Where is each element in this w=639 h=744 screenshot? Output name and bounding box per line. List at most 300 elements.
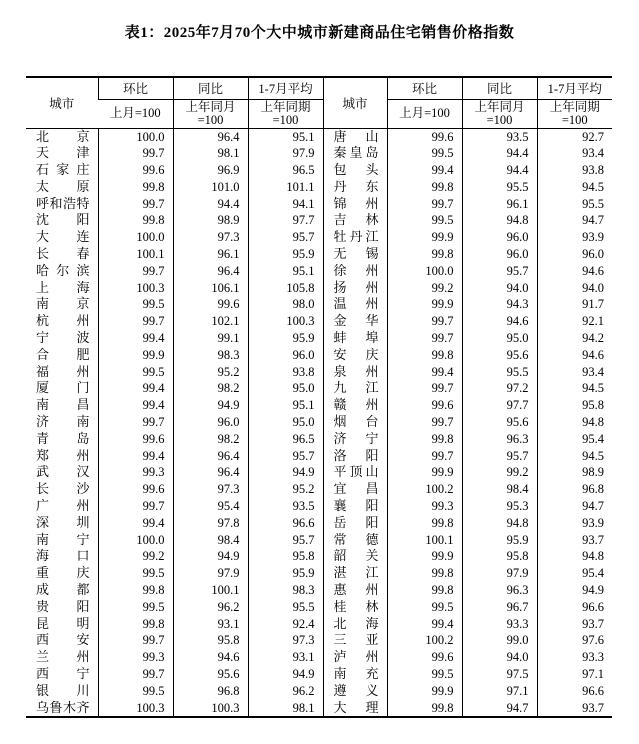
avg-value: 95.8 <box>248 548 323 565</box>
mom-value: 99.8 <box>387 565 462 582</box>
city-cell <box>26 196 98 213</box>
avg-value: 96.5 <box>248 431 323 448</box>
table-row <box>26 196 612 213</box>
mom-value: 99.5 <box>387 666 462 683</box>
city-name: 九 江 <box>333 380 379 396</box>
yoy-value: 102.1 <box>173 313 248 330</box>
city-cell <box>26 229 98 246</box>
avg-value: 94.5 <box>537 448 612 465</box>
yoy-value: 95.4 <box>173 498 248 515</box>
city-name: 石 家 庄 <box>36 162 90 178</box>
mom-value: 99.7 <box>98 666 173 683</box>
avg-value: 96.0 <box>248 347 323 364</box>
avg-value: 94.0 <box>537 280 612 297</box>
yoy-value: 95.6 <box>462 414 537 431</box>
mom-value: 99.2 <box>387 280 462 297</box>
yoy-value: 96.0 <box>462 246 537 263</box>
mom-value: 99.4 <box>387 364 462 381</box>
yoy-value: 100.3 <box>173 700 248 718</box>
mom-value: 99.5 <box>98 364 173 381</box>
mom-value: 99.4 <box>387 616 462 633</box>
city-cell <box>323 649 387 666</box>
mom-value: 99.7 <box>98 498 173 515</box>
city-name: 大 连 <box>36 229 90 245</box>
mom-value: 99.7 <box>387 380 462 397</box>
city-name: 徐 州 <box>333 262 379 278</box>
header-yoy-base-line1: 上年同月 <box>185 99 236 114</box>
yoy-value: 93.1 <box>173 616 248 633</box>
city-name: 深 圳 <box>36 514 90 530</box>
city-cell <box>26 347 98 364</box>
table-row <box>26 565 612 582</box>
avg-value: 93.7 <box>537 700 612 718</box>
mom-value: 99.6 <box>98 162 173 179</box>
avg-value: 93.9 <box>537 229 612 246</box>
yoy-value: 99.0 <box>462 632 537 649</box>
table-row <box>26 632 612 649</box>
yoy-value: 97.7 <box>462 397 537 414</box>
yoy-value: 99.6 <box>173 296 248 313</box>
city-cell <box>323 330 387 347</box>
avg-value: 95.9 <box>248 246 323 263</box>
city-cell <box>323 128 387 145</box>
mom-value: 99.5 <box>387 599 462 616</box>
city-name: 长 春 <box>36 246 90 262</box>
mom-value: 99.8 <box>387 347 462 364</box>
table-row <box>26 347 612 364</box>
city-name: 西 安 <box>36 632 90 648</box>
city-cell <box>323 599 387 616</box>
city-cell <box>26 179 98 196</box>
yoy-value: 96.3 <box>462 582 537 599</box>
city-cell <box>323 481 387 498</box>
yoy-value: 97.2 <box>462 380 537 397</box>
city-cell <box>323 229 387 246</box>
avg-value: 95.4 <box>537 431 612 448</box>
avg-value: 93.9 <box>537 515 612 532</box>
city-name: 南 京 <box>36 296 90 312</box>
header-yoy-base-right <box>462 99 537 128</box>
table-row <box>26 229 612 246</box>
yoy-value: 93.5 <box>462 128 537 145</box>
table-row <box>26 481 612 498</box>
yoy-value: 96.2 <box>173 599 248 616</box>
yoy-value: 96.1 <box>462 196 537 213</box>
mom-value: 99.8 <box>98 179 173 196</box>
city-cell <box>26 246 98 263</box>
mom-value: 100.3 <box>98 280 173 297</box>
yoy-value: 94.6 <box>173 649 248 666</box>
city-cell <box>323 145 387 162</box>
yoy-value: 96.7 <box>462 599 537 616</box>
avg-value: 94.9 <box>537 582 612 599</box>
city-name: 昆 明 <box>36 615 90 631</box>
mom-value: 99.3 <box>98 464 173 481</box>
avg-value: 95.7 <box>248 532 323 549</box>
city-cell <box>26 313 98 330</box>
table-row <box>26 599 612 616</box>
yoy-value: 95.8 <box>173 632 248 649</box>
table-row <box>26 330 612 347</box>
city-name: 遵 义 <box>333 682 379 698</box>
city-name: 泉 州 <box>333 363 379 379</box>
city-cell <box>26 128 98 145</box>
table-row <box>26 246 612 263</box>
avg-value: 94.5 <box>537 179 612 196</box>
city-name: 金 华 <box>333 313 379 329</box>
city-name: 宁 波 <box>36 330 90 346</box>
mom-value: 99.3 <box>98 649 173 666</box>
yoy-value: 98.4 <box>462 481 537 498</box>
yoy-value: 96.4 <box>173 464 248 481</box>
header-yoy-base-line2: =100 <box>486 112 513 127</box>
yoy-value: 96.4 <box>173 128 248 145</box>
yoy-value: 95.8 <box>462 548 537 565</box>
table-row <box>26 263 612 280</box>
city-name: 贵 阳 <box>36 598 90 614</box>
city-cell <box>323 296 387 313</box>
avg-value: 95.7 <box>248 448 323 465</box>
city-name: 宜 昌 <box>333 481 379 497</box>
mom-value: 99.9 <box>98 347 173 364</box>
yoy-value: 97.9 <box>462 565 537 582</box>
city-name: 包 头 <box>333 162 379 178</box>
mom-value: 100.2 <box>387 481 462 498</box>
city-name: 合 肥 <box>36 346 90 362</box>
yoy-value: 99.2 <box>462 464 537 481</box>
city-cell <box>26 414 98 431</box>
header-avg-base-line1: 上年同期 <box>260 99 311 114</box>
yoy-value: 96.3 <box>462 431 537 448</box>
avg-value: 93.7 <box>537 616 612 633</box>
avg-value: 97.6 <box>537 632 612 649</box>
avg-value: 93.3 <box>537 649 612 666</box>
yoy-value: 97.9 <box>173 565 248 582</box>
city-cell <box>323 263 387 280</box>
city-name: 成 都 <box>36 582 90 598</box>
yoy-value: 98.3 <box>173 347 248 364</box>
city-name: 唐 山 <box>333 128 379 144</box>
city-name: 桂 林 <box>333 598 379 614</box>
mom-value: 99.3 <box>387 498 462 515</box>
table-row <box>26 179 612 196</box>
city-name: 上 海 <box>36 279 90 295</box>
city-name: 哈 尔 滨 <box>36 262 90 278</box>
yoy-value: 97.3 <box>173 481 248 498</box>
table-row <box>26 162 612 179</box>
city-name: 秦 皇 岛 <box>333 145 379 161</box>
mom-value: 99.5 <box>98 683 173 700</box>
city-cell <box>26 464 98 481</box>
avg-value: 92.7 <box>537 128 612 145</box>
mom-value: 99.4 <box>98 380 173 397</box>
mom-value: 99.8 <box>387 431 462 448</box>
table-row <box>26 532 612 549</box>
table-row <box>26 145 612 162</box>
yoy-value: 94.4 <box>173 196 248 213</box>
avg-value: 96.0 <box>537 246 612 263</box>
avg-value: 105.8 <box>248 280 323 297</box>
city-cell <box>26 481 98 498</box>
city-name: 厦 门 <box>36 380 90 396</box>
avg-value: 94.5 <box>537 380 612 397</box>
city-name: 南 充 <box>333 666 379 681</box>
city-name: 武 汉 <box>36 464 90 480</box>
avg-value: 95.9 <box>248 330 323 347</box>
city-name: 襄 阳 <box>333 498 379 514</box>
header-avg-base-line2: =100 <box>272 112 299 127</box>
city-cell <box>323 212 387 229</box>
city-name: 济 宁 <box>333 430 379 446</box>
header-avg-right: 1-7月平均 <box>537 77 612 99</box>
header-avg-base-right <box>537 99 612 128</box>
mom-value: 99.8 <box>387 582 462 599</box>
city-cell <box>323 616 387 633</box>
header-yoy-base-line2: =100 <box>197 112 224 127</box>
city-name: 韶 关 <box>333 548 379 564</box>
city-name: 济 南 <box>36 414 90 430</box>
table-row <box>26 212 612 229</box>
table-row <box>26 448 612 465</box>
city-cell <box>26 431 98 448</box>
city-name: 沈 阳 <box>36 212 90 228</box>
city-name: 扬 州 <box>333 279 379 295</box>
city-cell <box>26 565 98 582</box>
yoy-value: 94.9 <box>173 548 248 565</box>
yoy-value: 97.8 <box>173 515 248 532</box>
city-name: 西 宁 <box>36 666 90 681</box>
avg-value: 95.9 <box>248 565 323 582</box>
city-cell <box>323 464 387 481</box>
table-row <box>26 296 612 313</box>
header-mom-right: 环比 <box>387 77 462 99</box>
avg-value: 98.3 <box>248 582 323 599</box>
mom-value: 100.0 <box>387 263 462 280</box>
mom-value: 99.8 <box>387 246 462 263</box>
avg-value: 95.1 <box>248 263 323 280</box>
yoy-value: 94.6 <box>462 313 537 330</box>
avg-value: 93.4 <box>537 364 612 381</box>
avg-value: 95.5 <box>537 196 612 213</box>
mom-value: 99.8 <box>387 515 462 532</box>
avg-value: 94.9 <box>248 464 323 481</box>
mom-value: 99.6 <box>98 481 173 498</box>
avg-value: 98.1 <box>248 700 323 718</box>
mom-value: 99.9 <box>387 548 462 565</box>
yoy-value: 95.2 <box>173 364 248 381</box>
yoy-value: 98.4 <box>173 532 248 549</box>
mom-value: 99.9 <box>387 229 462 246</box>
mom-value: 100.1 <box>98 246 173 263</box>
avg-value: 96.2 <box>248 683 323 700</box>
mom-value: 100.0 <box>98 532 173 549</box>
avg-value: 94.2 <box>537 330 612 347</box>
yoy-value: 98.2 <box>173 380 248 397</box>
avg-value: 95.4 <box>537 565 612 582</box>
city-name: 洛 阳 <box>333 447 379 463</box>
mom-value: 100.0 <box>98 229 173 246</box>
mom-value: 99.8 <box>98 582 173 599</box>
city-name: 银 川 <box>36 682 90 698</box>
mom-value: 99.7 <box>98 145 173 162</box>
city-cell <box>26 380 98 397</box>
city-cell <box>323 196 387 213</box>
yoy-value: 95.6 <box>173 666 248 683</box>
yoy-value: 97.1 <box>462 683 537 700</box>
yoy-value: 96.8 <box>173 683 248 700</box>
avg-value: 96.5 <box>248 162 323 179</box>
mom-value: 100.3 <box>98 700 173 718</box>
table-row <box>26 280 612 297</box>
avg-value: 93.7 <box>537 532 612 549</box>
header-avg-base-left <box>248 99 323 128</box>
city-cell <box>26 397 98 414</box>
avg-value: 96.6 <box>537 599 612 616</box>
city-cell <box>26 212 98 229</box>
city-name: 青 岛 <box>36 430 90 446</box>
mom-value: 99.4 <box>98 330 173 347</box>
city-name: 泸 州 <box>333 649 379 665</box>
city-cell <box>323 666 387 683</box>
header-yoy-base-line1: 上年同月 <box>474 99 525 114</box>
yoy-value: 97.5 <box>462 666 537 683</box>
city-name: 南 宁 <box>36 531 90 547</box>
header-city-right: 城市 <box>323 77 387 128</box>
city-cell <box>323 347 387 364</box>
mom-value: 100.1 <box>387 532 462 549</box>
avg-value: 97.3 <box>248 632 323 649</box>
mom-value: 99.6 <box>387 649 462 666</box>
city-name: 福 州 <box>36 363 90 379</box>
table-row <box>26 666 612 683</box>
avg-value: 95.8 <box>537 397 612 414</box>
mom-value: 99.7 <box>387 196 462 213</box>
yoy-value: 98.1 <box>173 145 248 162</box>
avg-value: 94.8 <box>537 548 612 565</box>
table-row <box>26 498 612 515</box>
avg-value: 94.7 <box>537 498 612 515</box>
yoy-value: 95.5 <box>462 179 537 196</box>
avg-value: 97.9 <box>248 145 323 162</box>
city-cell <box>323 431 387 448</box>
avg-value: 95.5 <box>248 599 323 616</box>
city-name: 丹 东 <box>333 178 379 194</box>
table-row <box>26 582 612 599</box>
avg-value: 97.1 <box>537 666 612 683</box>
header-yoy-base-left <box>173 99 248 128</box>
yoy-value: 94.8 <box>462 212 537 229</box>
table-body <box>26 128 612 717</box>
city-name: 海 口 <box>36 548 90 564</box>
yoy-value: 94.3 <box>462 296 537 313</box>
avg-value: 95.2 <box>248 481 323 498</box>
avg-value: 93.8 <box>537 162 612 179</box>
city-cell <box>323 632 387 649</box>
table-row <box>26 649 612 666</box>
mom-value: 99.7 <box>98 313 173 330</box>
city-name: 长 沙 <box>36 481 90 497</box>
avg-value: 95.1 <box>248 397 323 414</box>
avg-value: 93.8 <box>248 364 323 381</box>
table-row <box>26 397 612 414</box>
mom-value: 99.5 <box>387 145 462 162</box>
yoy-value: 94.9 <box>173 397 248 414</box>
yoy-value: 94.4 <box>462 162 537 179</box>
yoy-value: 96.4 <box>173 448 248 465</box>
mom-value: 99.7 <box>387 313 462 330</box>
yoy-value: 95.9 <box>462 532 537 549</box>
avg-value: 92.4 <box>248 616 323 633</box>
city-name: 南 昌 <box>36 397 90 413</box>
yoy-value: 98.2 <box>173 431 248 448</box>
avg-value: 94.6 <box>537 347 612 364</box>
header-mom-left: 环比 <box>98 77 173 99</box>
mom-value: 99.5 <box>98 296 173 313</box>
city-name: 杭 州 <box>36 313 90 329</box>
avg-value: 94.9 <box>248 666 323 683</box>
yoy-value: 95.0 <box>462 330 537 347</box>
mom-value: 99.7 <box>98 196 173 213</box>
header-mom-base-right: 上月=100 <box>387 99 462 128</box>
city-name: 平 顶 山 <box>333 464 379 480</box>
city-cell <box>26 700 98 718</box>
avg-value: 96.8 <box>537 481 612 498</box>
mom-value: 100.0 <box>98 128 173 145</box>
mom-value: 99.9 <box>387 464 462 481</box>
city-cell <box>26 515 98 532</box>
city-cell <box>323 280 387 297</box>
mom-value: 99.4 <box>98 448 173 465</box>
yoy-value: 96.0 <box>173 414 248 431</box>
mom-value: 99.9 <box>387 296 462 313</box>
city-cell <box>26 280 98 297</box>
mom-value: 99.8 <box>98 616 173 633</box>
yoy-value: 94.0 <box>462 649 537 666</box>
city-name: 郑 州 <box>36 447 90 463</box>
city-name: 安 庆 <box>333 346 379 362</box>
avg-value: 91.7 <box>537 296 612 313</box>
table-row <box>26 431 612 448</box>
city-cell <box>323 397 387 414</box>
table-row <box>26 616 612 633</box>
mom-value: 99.4 <box>98 397 173 414</box>
mom-value: 99.8 <box>387 179 462 196</box>
mom-value: 99.5 <box>387 212 462 229</box>
city-cell <box>26 666 98 683</box>
yoy-value: 96.0 <box>462 229 537 246</box>
city-name: 大 理 <box>333 699 379 715</box>
city-cell <box>323 414 387 431</box>
mom-value: 99.8 <box>98 212 173 229</box>
yoy-value: 95.7 <box>462 448 537 465</box>
city-name: 温 州 <box>333 296 379 312</box>
table-row <box>26 380 612 397</box>
city-cell <box>323 448 387 465</box>
yoy-value: 93.3 <box>462 616 537 633</box>
table-row <box>26 515 612 532</box>
avg-value: 93.5 <box>248 498 323 515</box>
city-name: 重 庆 <box>36 565 90 581</box>
mom-value: 99.4 <box>387 162 462 179</box>
city-cell <box>26 448 98 465</box>
header-yoy-left: 同比 <box>173 77 248 99</box>
city-name: 牡 丹 江 <box>333 229 379 245</box>
city-cell <box>323 364 387 381</box>
avg-value: 93.4 <box>537 145 612 162</box>
city-name: 吉 林 <box>333 212 379 228</box>
city-cell <box>26 599 98 616</box>
city-cell <box>323 548 387 565</box>
